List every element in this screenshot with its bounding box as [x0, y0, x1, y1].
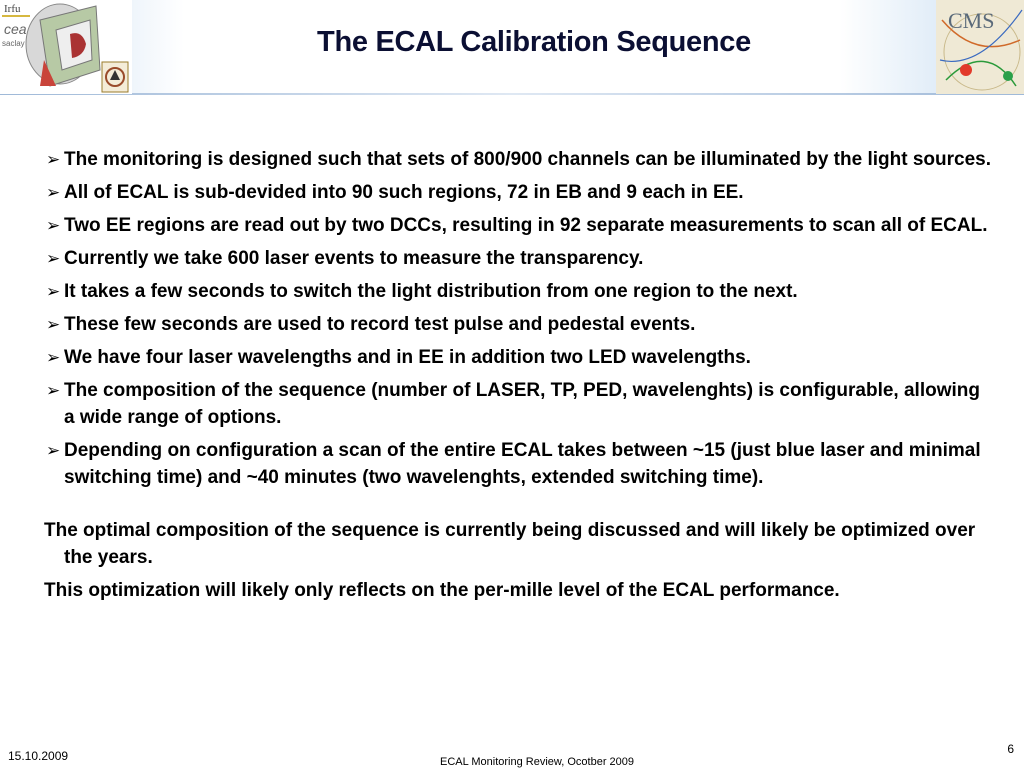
bullet-item: ➢ The composition of the sequence (number of LASER, TP, PED, wavelenghts) is configurable, allowing a wide range of options.	[44, 377, 994, 431]
header-divider	[0, 93, 1024, 95]
arrow-bullet-icon: ➢	[46, 282, 61, 301]
arrow-bullet-icon: ➢	[46, 249, 61, 268]
footer-text: ECAL Monitoring Review, Ocotber 2009	[439, 756, 635, 768]
cms-logo	[936, 0, 1024, 94]
svg-text:Irfu: Irfu	[4, 3, 21, 15]
arrow-bullet-icon: ➢	[46, 315, 61, 334]
bullet-item: ➢ Depending on configuration a scan of the entire ECAL takes between ~15 (just blue laser and minimal switching time) and ~40 minutes (two wavelenghts, extended switching time).	[44, 437, 994, 491]
bullet-item: ➢ Two EE regions are read out by two DCCs, resulting in 92 separate measurements to scan all of ECAL.	[44, 212, 994, 239]
bullet-item: ➢ These few seconds are used to record test pulse and pedestal events.	[44, 311, 994, 338]
conclusion-paragraph: This optimization will likely only reflects on the per-mille level of the ECAL performance.	[44, 580, 840, 601]
svg-text:CMS: CMS	[948, 8, 995, 33]
arrow-bullet-icon: ➢	[46, 183, 61, 202]
arrow-bullet-icon: ➢	[46, 441, 61, 460]
slide-body	[44, 146, 994, 610]
irfu-cea-saclay-logo	[0, 0, 132, 94]
bullet-item: ➢ All of ECAL is sub-devided into 90 such regions, 72 in EB and 9 each in EE.	[44, 179, 994, 206]
svg-text:saclay: saclay	[2, 39, 25, 48]
arrow-bullet-icon: ➢	[46, 150, 61, 169]
bullet-item: ➢ The monitoring is designed such that sets of 800/900 channels can be illuminated by the light sources.	[44, 146, 994, 173]
page-number: 6	[1007, 742, 1014, 756]
bullet-item: ➢ Currently we take 600 laser events to measure the transparency.	[44, 245, 994, 272]
arrow-bullet-icon: ➢	[46, 216, 61, 235]
arrow-bullet-icon: ➢	[46, 381, 61, 400]
footer-date: 15.10.2009	[8, 749, 69, 763]
svg-text:cea: cea	[4, 21, 27, 37]
bullet-item: ➢ We have four laser wavelengths and in EE in addition two LED wavelengths.	[44, 344, 994, 371]
slide-title: The ECAL Calibration Sequence	[317, 26, 751, 58]
bullet-item: ➢ It takes a few seconds to switch the light distribution from one region to the next.	[44, 278, 994, 305]
conclusion-paragraph: The optimal composition of the sequence is currently being discussed and will likely be optimized over the years.	[44, 520, 976, 568]
arrow-bullet-icon: ➢	[46, 348, 61, 367]
